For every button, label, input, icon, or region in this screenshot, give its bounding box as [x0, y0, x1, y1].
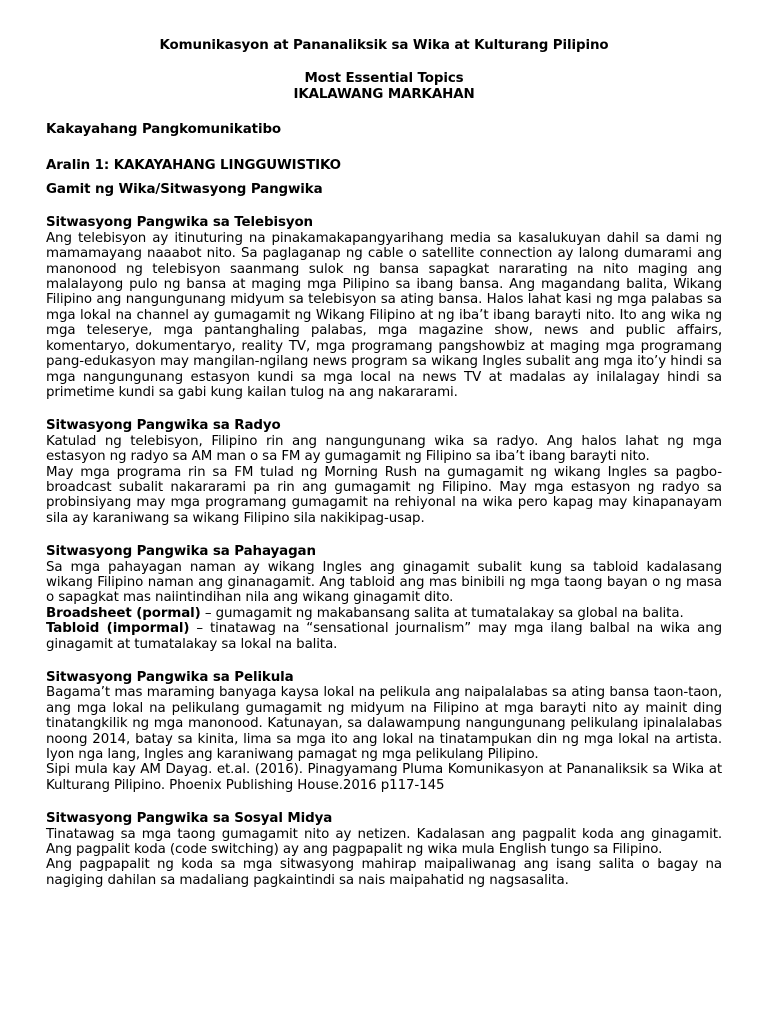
- social-paragraph-1: Tinatawag sa mga taong gumagamit nito ay netizen. Kadalasan ang pagpalit koda ang ginagamit. Ang pagpalit koda (code switching) ay ang pagpapalit ng wika mula English tungo sa Filipino.: [46, 826, 722, 858]
- broadsheet-text: – gumagamit ng makabansang salita at tumatalakay sa global na balita.: [200, 605, 684, 621]
- film-paragraph: Bagama’t mas maraming banyaga kaysa lokal na pelikula ang naipalalabas sa ating bansa taon-taon, ang mga lokal na pelikulang gumagamit ng midyum na Filipino at mga barayti nito ay mainit ding tinatangkilik ng mga manonood. Katunayan, sa dalawampung nangungunang pelikulang ipinalalabas noong 2014, batay sa kinita, lima sa mga ito ang lokal na tinatampukan din ng mga lokal na artista. Iyon nga lang, Ingles ang karaniwang pamagat ng mga pelikulang Pilipino.: [46, 685, 722, 763]
- tabloid-term: Tabloid (impormal): [46, 621, 190, 637]
- radio-heading: Sitwasyong Pangwika sa Radyo: [46, 418, 281, 434]
- tv-heading: Sitwasyong Pangwika sa Telebisyon: [46, 215, 313, 231]
- tabloid-text: – tinatawag na “sensational journalism” may mga ilang balbal na wika ang ginagamit at tumatalakay sa lokal na balita.: [46, 621, 722, 652]
- film-heading: Sitwasyong Pangwika sa Pelikula: [46, 670, 294, 685]
- press-heading: Sitwasyong Pangwika sa Pahayagan: [46, 544, 316, 560]
- lesson-subheading: Gamit ng Wika/Sitwasyong Pangwika: [46, 182, 323, 198]
- quarter-label: IKALAWANG MARKAHAN: [293, 86, 475, 102]
- radio-paragraph-1: Katulad ng telebisyon, Filipino rin ang nangungunang wika sa radyo. Ang halos lahat ng mga estasyon ng radyo sa AM man o sa FM ay gumagamit ng Filipino sa iba’t ibang barayti nito.: [46, 433, 722, 465]
- lesson-heading: Aralin 1: KAKAYAHANG LINGGUWISTIKO: [46, 157, 341, 173]
- topic-heading: Kakayahang Pangkomunikatibo: [46, 122, 282, 138]
- tabloid-definition: [46, 621, 722, 652]
- document-subtitle: Most Essential Topics: [304, 71, 464, 87]
- broadsheet-definition: [46, 606, 722, 621]
- film-citation: Sipi mula kay AM Dayag. et.al. (2016). Pinagyamang Pluma Komunikasyon at Pananaliksik sa Wika at Kulturang Pilipino. Phoenix Publishing House.2016 p117-145: [46, 762, 722, 793]
- social-paragraph-2: Ang pagpapalit ng koda sa mga sitwasyong mahirap maipaliwanag ang isang salita o bagay na nagiging dahilan sa madaliang pagkaintindi sa nais maipahatid ng nagsasalita.: [46, 857, 722, 888]
- press-paragraph: Sa mga pahayagan naman ay wikang Ingles ang ginagamit subalit kung sa tabloid kadalasang wikang Filipino naman ang ginanagamit. Ang tabloid ang mas binibili ng mga taong bayan o ng masa o sapagkat mas naiintindihan nila ang wikang ginagamit dito.: [46, 559, 722, 606]
- tv-paragraph: Ang telebisyon ay itinuturing na pinakamakapangyarihang media sa kasalukuyan dahil sa dami ng mamamayang naaabot nito. Sa paglaganap ng cable o satellite connection ay lalong dumarami ang manonood ng telebisyon saanmang sulok ng bansa sapagkat nararating na nito maging ang malalayong pulo ng bansa at maging mga Pilipino sa ibang bansa. Ang magandang balita, Wikang Filipino ang nangungunang midyum sa telebisyon sa ating bansa. Halos lahat kasi ng mga palabas sa mga lokal na channel ay gumagamit ng Wikang Filipino at ng iba’t ibang barayti nito. Ito ang wika ng mga teleserye, mga pantanghaling palabas, mga magazine show, news and public affairs, komentaryo, dokumentaryo, reality TV, mga programang pangshowbiz at maging mga programang pang-edukasyon may mangilan-ngilang news program sa wikang Ingles subalit ang mga ito’y hindi sa mga nangungunang estasyon kundi sa mga local na news TV at madalas ay inilalagay hindi sa primetime kundi sa gabi kung kailan tulog na ang nakararami.: [46, 230, 722, 400]
- document-body: [46, 38, 722, 888]
- radio-paragraph-2: May mga programa rin sa FM tulad ng Morning Rush na gumagamit ng wikang Ingles sa pagbo-broadcast subalit nakararami pa rin ang gumagamit ng Filipino. May mga estasyon ng radyo sa probinsiyang may mga programang gumagamit na rehiyonal na wika pero kapag may kinapanayam sila ay karaniwang sa wikang Filipino sila nakikipag-usap.: [46, 464, 722, 526]
- social-heading: Sitwasyong Pangwika sa Sosyal Midya: [46, 811, 333, 827]
- broadsheet-term: Broadsheet (pormal): [46, 605, 201, 621]
- document-title: Komunikasyon at Pananaliksik sa Wika at Kulturang Pilipino: [159, 38, 609, 53]
